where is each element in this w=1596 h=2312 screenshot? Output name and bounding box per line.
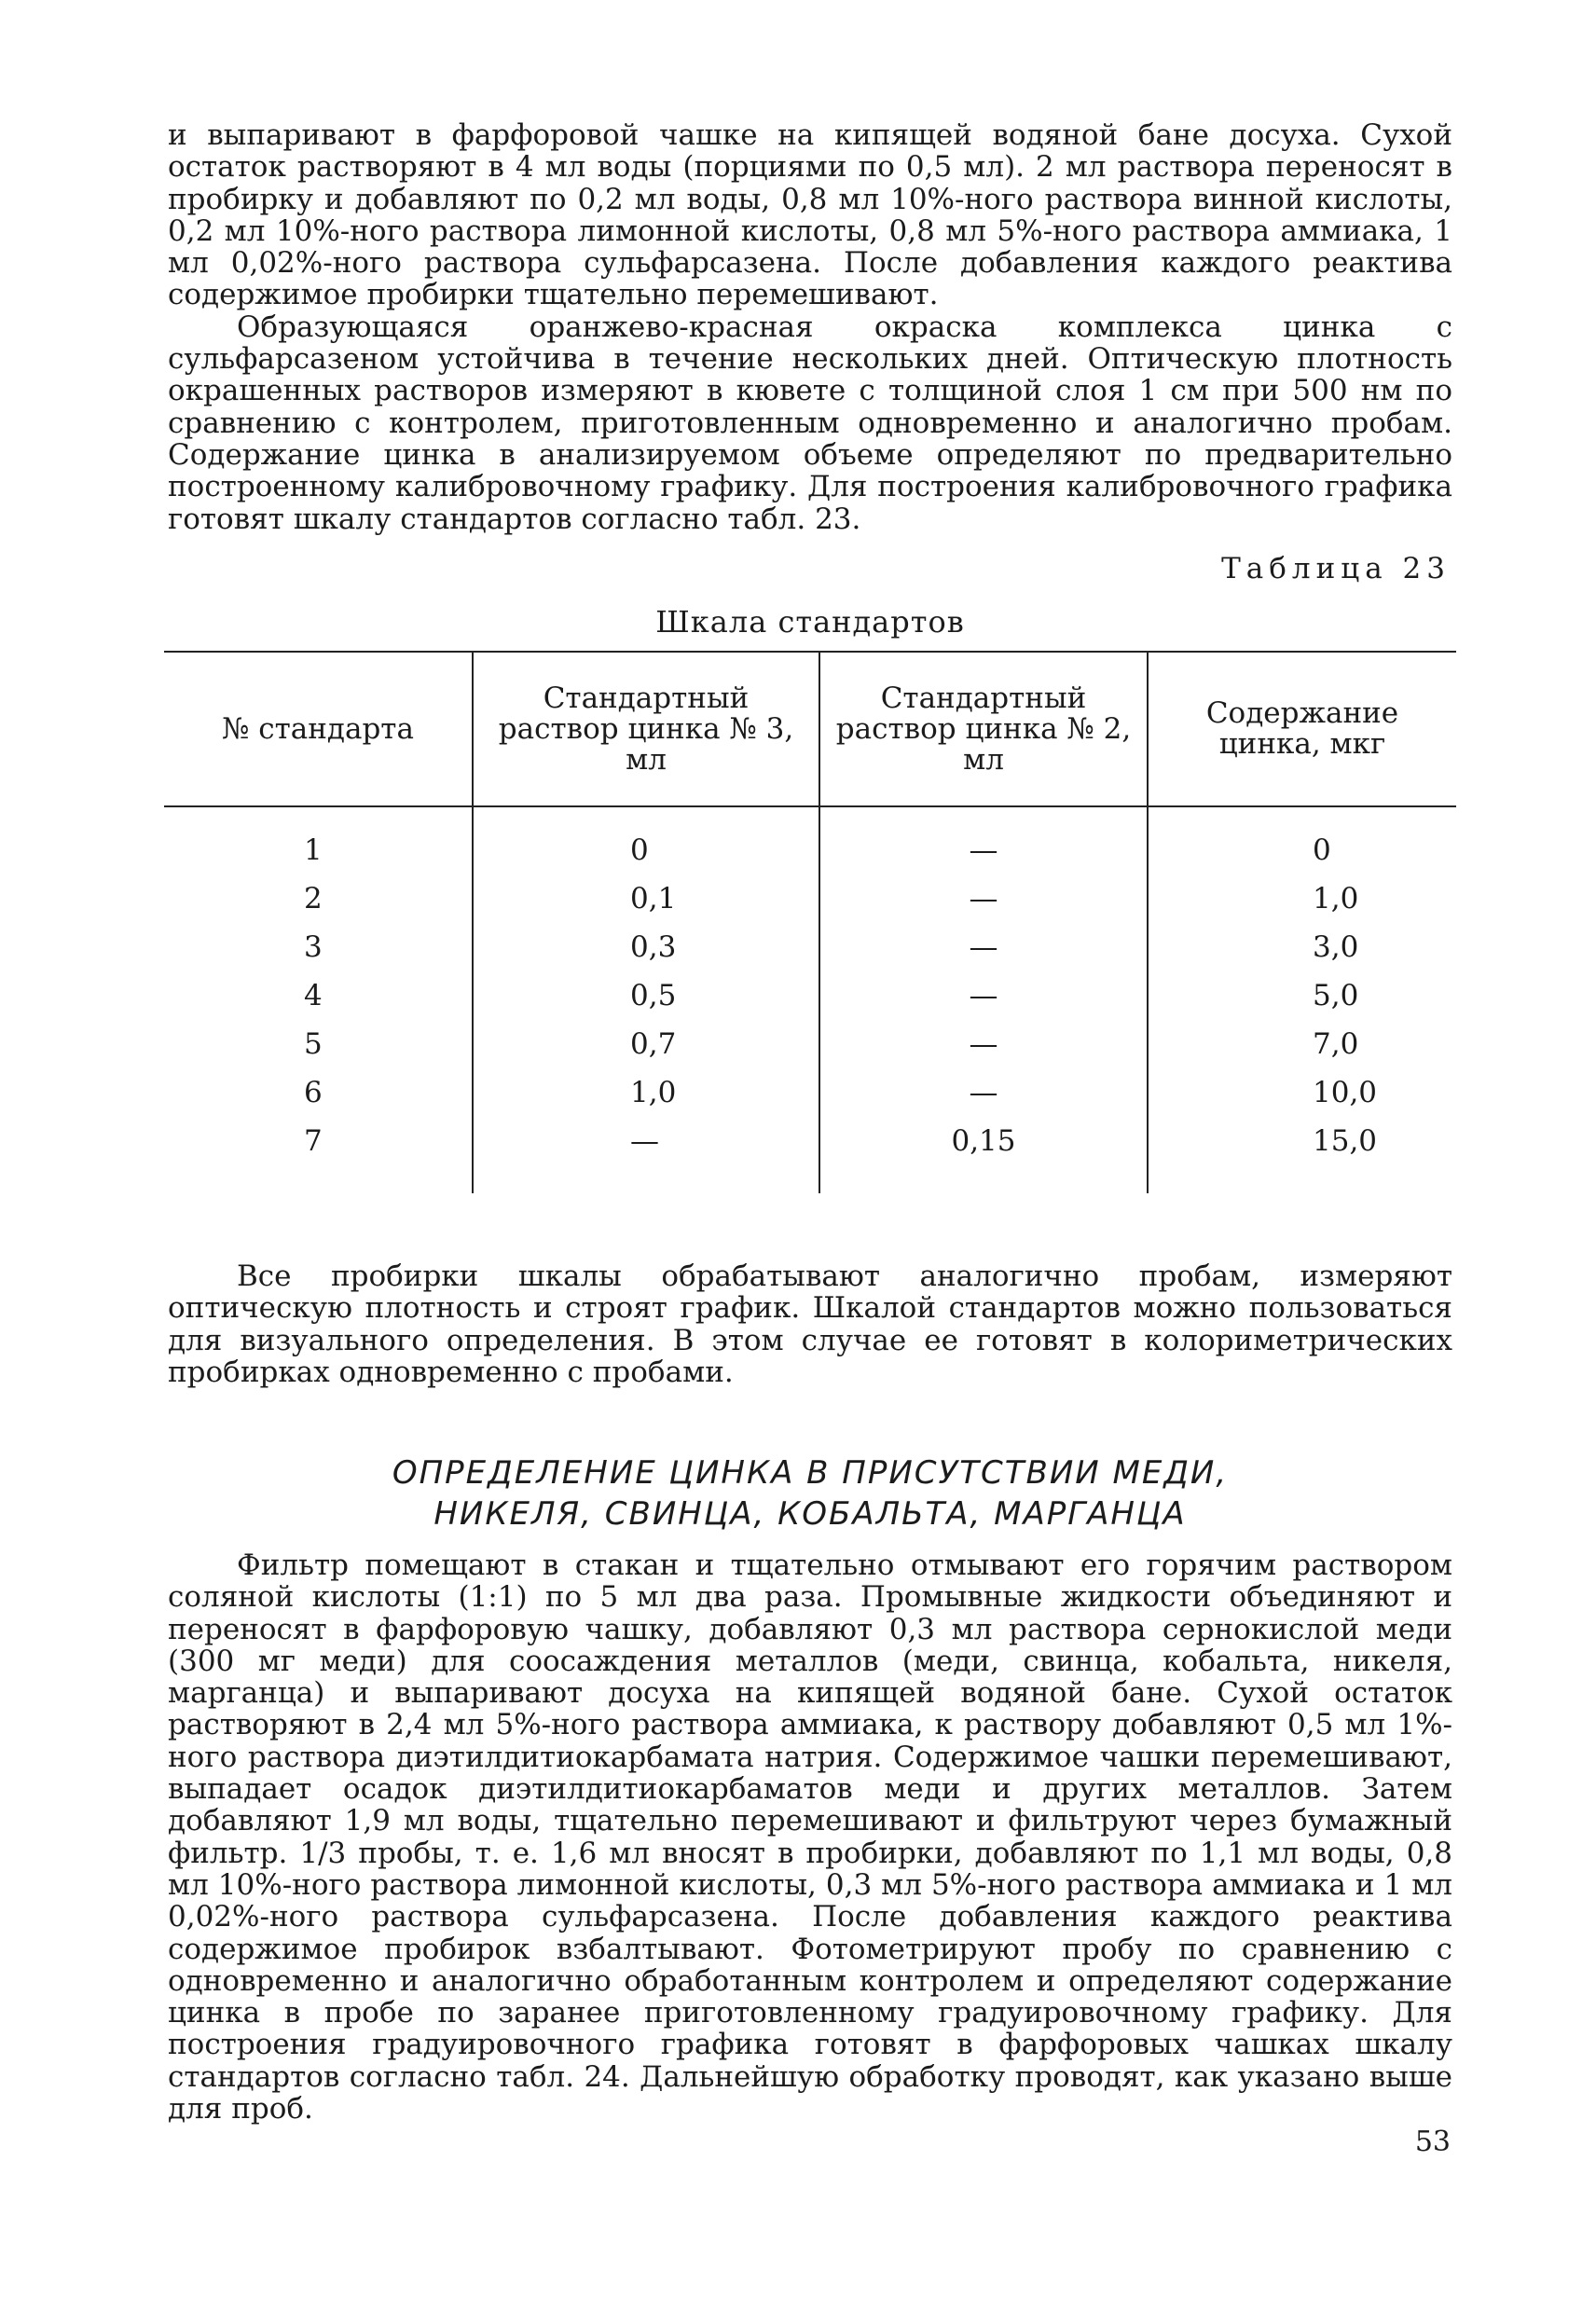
cell-zinc: 7,0 [1148, 1020, 1456, 1068]
paragraph-3: Все пробирки шкалы обрабатывают аналогично пробам, измеряют оптическую плотность и строят график. Шкалой стандартов можно пользоваться для визуального определения. В этом случае ее готовят в колориметрических пробирках одновременно с пробами. [168, 1259, 1452, 1389]
text-section-after-table [168, 1260, 1452, 1388]
cell-zinc: 1,0 [1148, 874, 1456, 923]
cell-solution-3: — [473, 1117, 819, 1193]
cell-zinc: 10,0 [1148, 1068, 1456, 1117]
cell-solution-2: — [819, 923, 1148, 971]
text-section-top [168, 119, 1452, 535]
cell-number: 6 [304, 1076, 323, 1109]
cell-solution-3: 0,5 [473, 971, 819, 1020]
header-solution-3: Стандартный раствор цинка № 3, мл [473, 652, 819, 806]
section-heading-line-2: НИКЕЛЯ, СВИНЦА, КОБАЛЬТА, МАРГАНЦА [433, 1495, 1187, 1533]
cell-solution-3: 0 [473, 806, 819, 874]
table-row [164, 806, 1456, 874]
table-caption: Таблица 23 [1221, 552, 1451, 585]
paragraph-1: и выпаривают в фарфоровой чашке на кипящей водяной бане досуха. Сухой остаток растворяют в 4 мл воды (порциями по 0,5 мл). 2 мл раствора переносят в пробирку и добавляют по 0,2 мл воды, 0,8 мл 10%-ного раствора винной кислоты, 0,2 мл 10%-ного раствора лимонной кислоты, 0,8 мл 5%-ного раствора аммиака, 1 мл 0,02%-ного раствора сульфарсазена. После добавления каждого реактива содержимое пробирки тщательно перемешивают. [168, 118, 1452, 312]
cell-number: 5 [304, 1027, 323, 1061]
cell-solution-3: 0,3 [473, 923, 819, 971]
table-row [164, 923, 1456, 971]
section-heading [168, 1452, 1452, 1534]
cell-solution-2: — [819, 971, 1148, 1020]
cell-solution-2: 0,15 [819, 1117, 1148, 1193]
table-header-row [164, 652, 1456, 806]
page-number: 53 [1414, 2126, 1451, 2158]
cell-zinc: 3,0 [1148, 923, 1456, 971]
cell-solution-2: — [819, 1020, 1148, 1068]
cell-zinc: 5,0 [1148, 971, 1456, 1020]
cell-number: 7 [304, 1124, 323, 1158]
header-standard-number: № стандарта [164, 652, 473, 806]
text-section-bottom [168, 1549, 1452, 2125]
cell-number: 3 [304, 930, 323, 964]
cell-zinc: 0 [1148, 806, 1456, 874]
standards-table [164, 651, 1456, 1193]
cell-number: 2 [304, 882, 323, 915]
cell-solution-3: 0,1 [473, 874, 819, 923]
cell-solution-2: — [819, 1068, 1148, 1117]
header-solution-2: Стандартный раствор цинка № 2, мл [819, 652, 1148, 806]
table-row [164, 1020, 1456, 1068]
table-row [164, 1068, 1456, 1117]
table-row [164, 874, 1456, 923]
cell-solution-3: 1,0 [473, 1068, 819, 1117]
cell-number: 1 [304, 833, 323, 867]
header-zinc-content: Содержание цинка, мкг [1148, 652, 1456, 806]
table-row [164, 1117, 1456, 1193]
paragraph-4: Фильтр помещают в стакан и тщательно отмывают его горячим раствором соляной кислоты (1:1) по 5 мл два раза. Промывные жидкости объединяют и переносят в фарфоровую чашку, добавляют 0,3 мл раствора сернокислой меди (300 мг меди) для соосаждения металлов (меди, свинца, кобальта, никеля, марганца) и выпаривают досуха на кипящей водяной бане. Сухой остаток растворяют в 2,4 мл 5%-ного раствора аммиака, к раствору добавляют 0,5 мл 1%-ного раствора диэтилдитиокарбамата натрия. Содержимое чашки перемешивают, выпадает осадок диэтилдитиокарбаматов меди и других металлов. Затем добавляют 1,9 мл воды, тщательно перемешивают и фильтруют через бумажный фильтр. 1/3 пробы, т. е. 1,6 мл вносят в пробирки, добавляют по 1,1 мл воды, 0,8 мл 10%-ного раствора лимонной кислоты, 0,3 мл 5%-ного раствора аммиака и 1 мл 0,02%-ного раствора сульфарсазена. После добавления каждого реактива содержимое пробирок взбалтывают. Фотометрируют пробу по сравнению с одновременно и аналогично обработанным контролем и определяют содержание цинка в пробе по заранее приготовленному градуировочному графику. Для построения градуировочного графика готовят в фарфоровых чашках шкалу стандартов согласно табл. 24. Дальнейшую обработку проводят, как указано выше для проб. [168, 1548, 1452, 2126]
table-row [164, 971, 1456, 1020]
cell-solution-2: — [819, 874, 1148, 923]
table-title: Шкала стандартов [655, 604, 965, 640]
cell-solution-3: 0,7 [473, 1020, 819, 1068]
section-heading-line-1: ОПРЕДЕЛЕНИЕ ЦИНКА В ПРИСУТСТВИИ МЕДИ, [392, 1454, 1229, 1492]
cell-zinc: 15,0 [1148, 1117, 1456, 1193]
cell-number: 4 [304, 979, 323, 1012]
cell-solution-2: — [819, 806, 1148, 874]
paragraph-2: Образующаяся оранжево-красная окраска комплекса цинка с сульфарсазеном устойчива в течение нескольких дней. Оптическую плотность окрашенных растворов измеряют в кювете с толщиной слоя 1 см при 500 нм по сравнению с контролем, приготовленным одновременно и аналогично пробам. Содержание цинка в анализируемом объеме определяют по предварительно построенному калибровочному графику. Для построения калибровочного графика готовят шкалу стандартов согласно табл. 23. [168, 310, 1452, 536]
